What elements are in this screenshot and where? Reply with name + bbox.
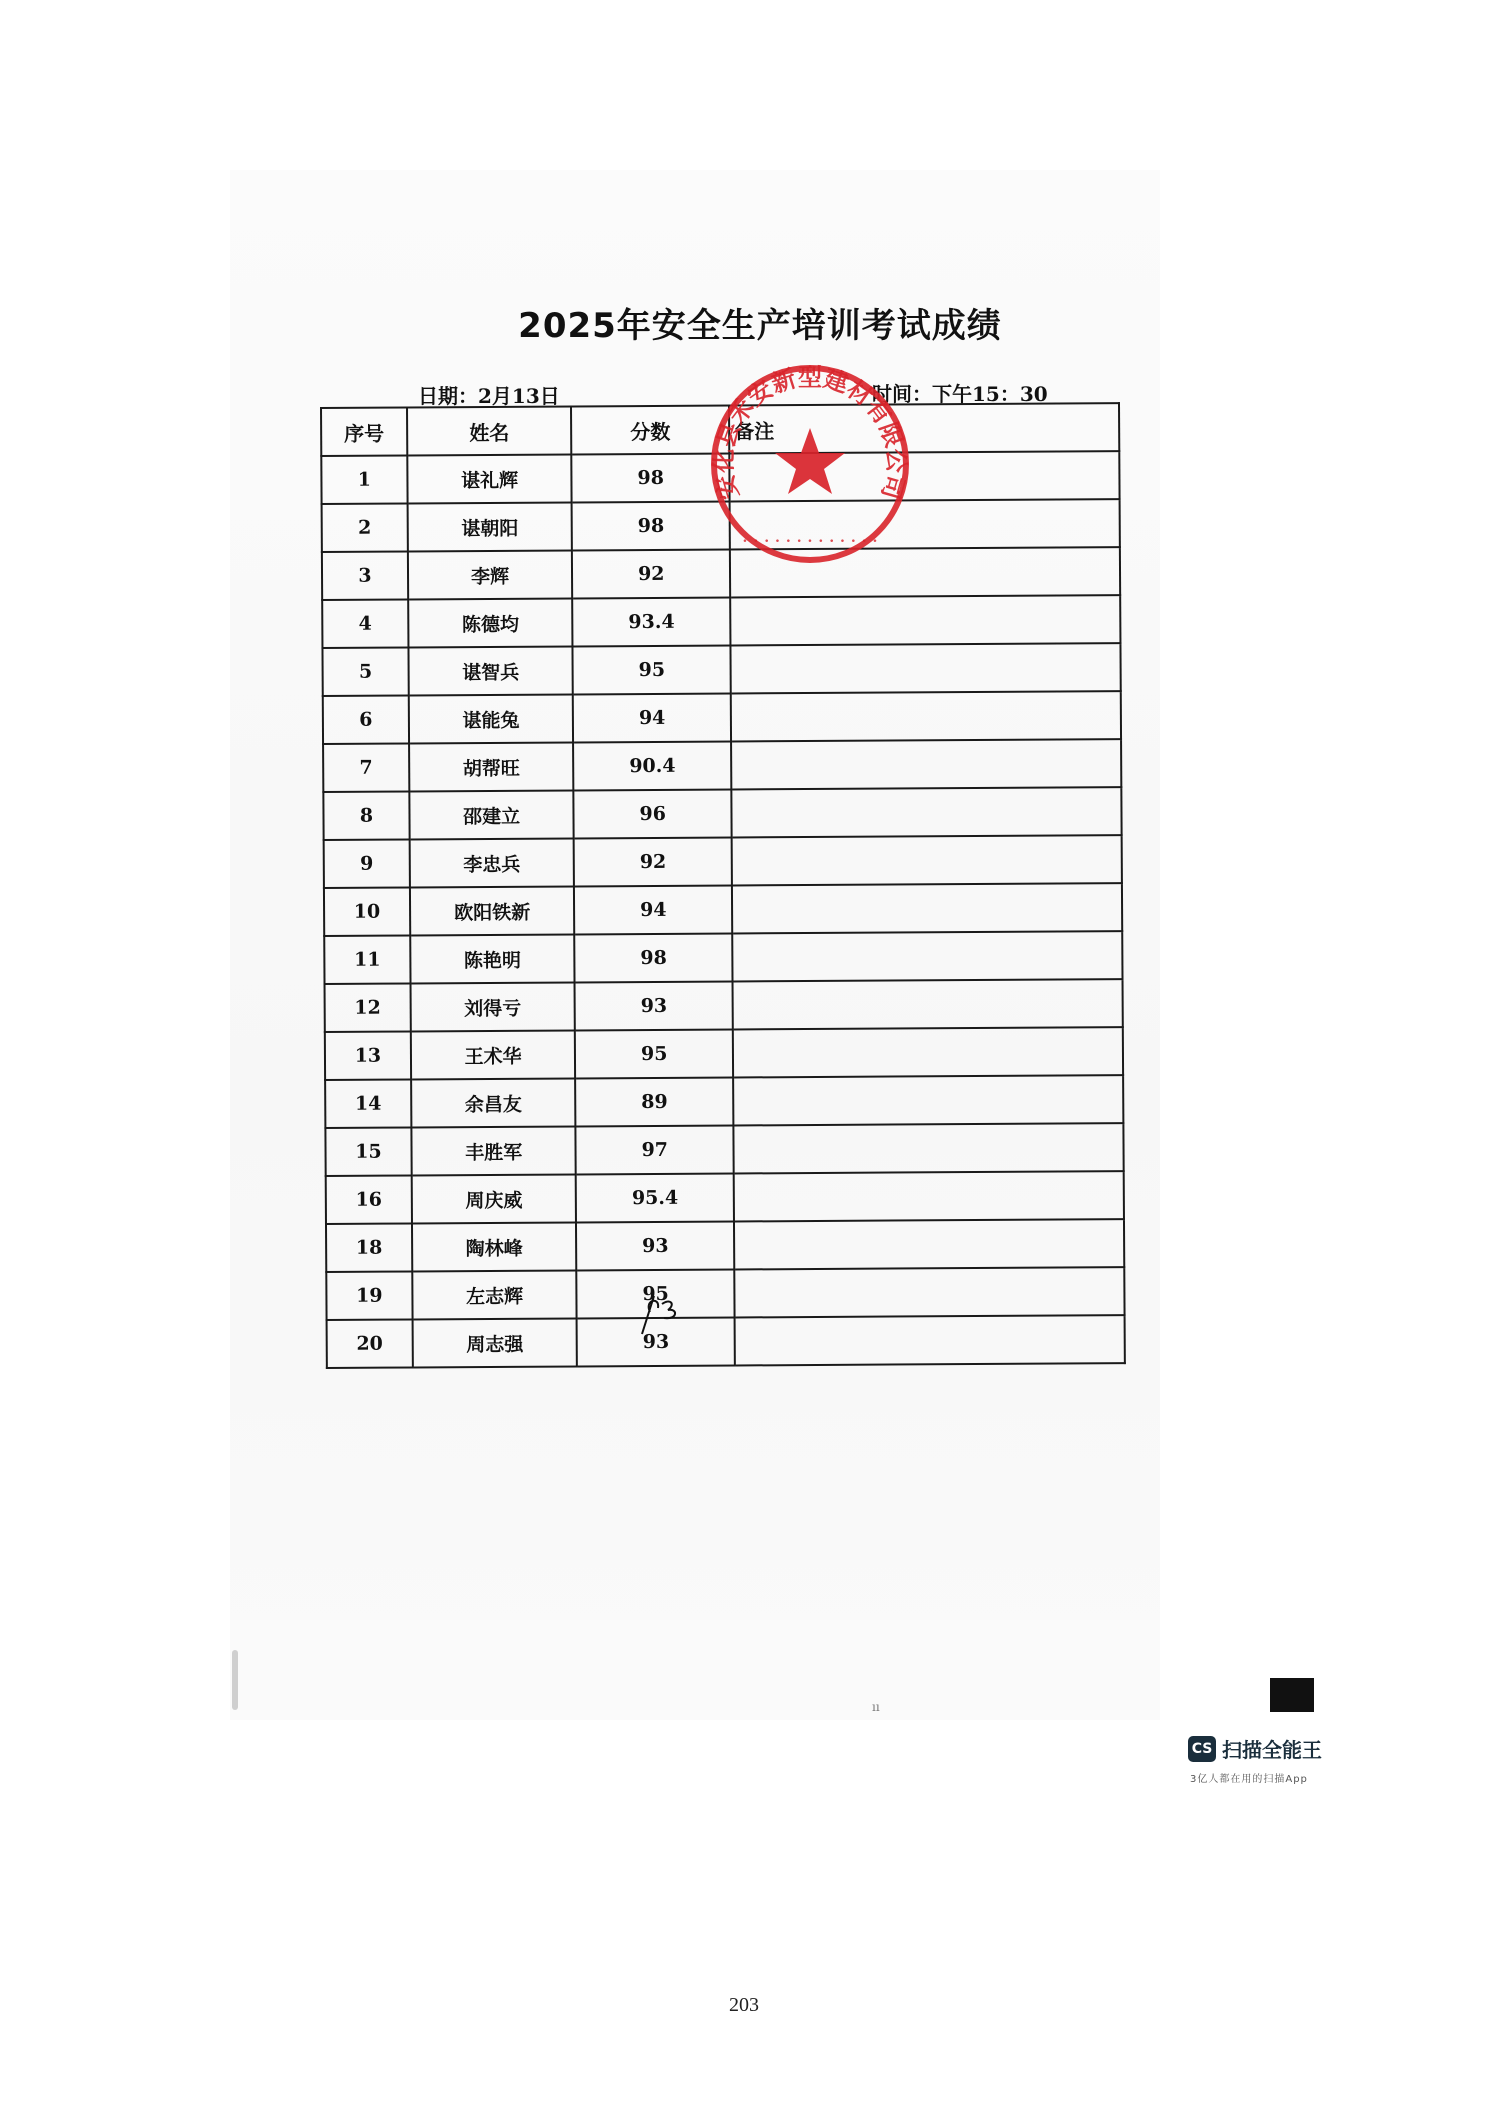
row-number: 9 — [324, 839, 410, 888]
row-name: 陶林峰 — [412, 1222, 577, 1271]
header-remark: 备注 — [729, 403, 1119, 453]
row-number: 12 — [325, 983, 411, 1032]
row-remark — [730, 595, 1120, 645]
row-number: 13 — [325, 1031, 411, 1080]
scanner-watermark — [1188, 1734, 1322, 1763]
header-name: 姓名 — [407, 406, 572, 455]
table-body — [321, 451, 1125, 1368]
row-score: 94 — [574, 885, 732, 934]
row-name: 周庆威 — [412, 1174, 577, 1223]
row-number: 14 — [325, 1079, 411, 1128]
row-number: 20 — [327, 1319, 413, 1368]
redaction-block — [1270, 1678, 1314, 1712]
row-score: 95 — [573, 645, 731, 694]
row-score: 98 — [572, 501, 730, 550]
table-row — [326, 1219, 1124, 1272]
row-number: 10 — [324, 887, 410, 936]
row-remark — [732, 835, 1122, 885]
row-name: 周志强 — [412, 1318, 577, 1367]
row-name: 李忠兵 — [409, 838, 574, 887]
row-remark — [733, 1075, 1123, 1125]
exam-time: 时间：下午15：30 — [872, 382, 1048, 406]
row-remark — [734, 1219, 1124, 1269]
seal-text: 安化县禾安新型建材有限公司 — [709, 363, 911, 503]
row-score: 90.4 — [573, 741, 731, 790]
row-remark — [733, 1027, 1123, 1077]
row-number: 11 — [324, 935, 410, 984]
table-row — [326, 1267, 1124, 1320]
table-row — [322, 643, 1120, 696]
scanner-brand: 扫描全能王 — [1222, 1738, 1322, 1762]
scanner-tagline: 3亿人都在用的扫描App — [1190, 1774, 1308, 1785]
row-number: 5 — [322, 647, 408, 696]
row-name: 王术华 — [411, 1030, 576, 1079]
cs-logo-icon: CS — [1188, 1736, 1216, 1762]
table-row — [323, 691, 1121, 744]
row-name: 左志辉 — [412, 1270, 577, 1319]
row-number: 7 — [323, 743, 409, 792]
row-name: 谌能兔 — [409, 694, 574, 743]
company-seal — [706, 360, 914, 568]
row-name: 刘得亏 — [410, 982, 575, 1031]
row-number: 16 — [326, 1175, 412, 1224]
row-name: 谌朝阳 — [407, 502, 572, 551]
row-number: 18 — [326, 1223, 412, 1272]
row-name: 邵建立 — [409, 790, 574, 839]
row-remark — [731, 691, 1121, 741]
row-name: 陈艳明 — [410, 934, 575, 983]
row-remark — [732, 883, 1122, 933]
row-name: 陈德均 — [408, 598, 573, 647]
exam-date: 日期：2月13日 — [418, 384, 560, 408]
row-name: 欧阳铁新 — [410, 886, 575, 935]
page-number: 203 — [729, 1994, 759, 2016]
row-name: 丰胜军 — [411, 1126, 576, 1175]
row-score: 92 — [572, 549, 730, 598]
seal-star-icon — [775, 428, 845, 494]
row-remark — [733, 979, 1123, 1029]
table-row — [323, 739, 1121, 792]
row-remark — [731, 787, 1121, 837]
table-row — [322, 595, 1120, 648]
row-number: 8 — [323, 791, 409, 840]
table-row — [327, 1315, 1125, 1368]
row-score: 96 — [574, 789, 732, 838]
table-row — [324, 835, 1122, 888]
document-title: 2025年安全生产培训考试成绩 — [518, 306, 1002, 346]
row-remark — [734, 1171, 1124, 1221]
table-row — [325, 1027, 1123, 1080]
row-name: 余昌友 — [411, 1078, 576, 1127]
row-number: 1 — [321, 455, 407, 504]
row-score: 93 — [576, 1221, 734, 1270]
row-name: 胡帮旺 — [409, 742, 574, 791]
scan-artifact-mark: ıı — [872, 1700, 880, 1714]
row-score: 93 — [575, 981, 733, 1030]
row-name: 谌礼辉 — [407, 454, 572, 503]
row-score: 98 — [575, 933, 733, 982]
table-row — [323, 787, 1121, 840]
row-name: 谌智兵 — [408, 646, 573, 695]
table-row — [324, 931, 1122, 984]
table-row — [325, 979, 1123, 1032]
table-row — [325, 1075, 1123, 1128]
row-remark — [735, 1315, 1125, 1365]
row-remark — [731, 643, 1121, 693]
scan-edge-artifact — [232, 1650, 238, 1710]
row-number: 2 — [322, 503, 408, 552]
table-row — [324, 883, 1122, 936]
row-remark — [734, 1267, 1124, 1317]
row-score: 98 — [572, 454, 730, 503]
row-score: 93.4 — [573, 597, 731, 646]
row-score: 95.4 — [576, 1173, 734, 1222]
row-score: 92 — [574, 837, 732, 886]
handwritten-score-mark — [636, 1290, 696, 1350]
row-number: 3 — [322, 551, 408, 600]
row-remark — [731, 739, 1121, 789]
row-name: 李辉 — [408, 550, 573, 599]
row-score: 95 — [575, 1029, 733, 1078]
row-score: 89 — [575, 1077, 733, 1126]
row-score: 93 — [577, 1317, 735, 1366]
table-row — [326, 1171, 1124, 1224]
row-number: 15 — [325, 1127, 411, 1176]
table-row — [325, 1123, 1123, 1176]
row-number: 19 — [326, 1271, 412, 1320]
row-number: 4 — [322, 599, 408, 648]
row-score: 97 — [576, 1125, 734, 1174]
row-score: 94 — [573, 693, 731, 742]
header-number: 序号 — [321, 407, 407, 456]
row-score: 95 — [577, 1269, 735, 1318]
seal-code: • • • • • • • • • • • • • — [742, 537, 878, 547]
row-number: 6 — [323, 695, 409, 744]
row-remark — [733, 1123, 1123, 1173]
header-score: 分数 — [571, 406, 729, 455]
row-remark — [732, 931, 1122, 981]
